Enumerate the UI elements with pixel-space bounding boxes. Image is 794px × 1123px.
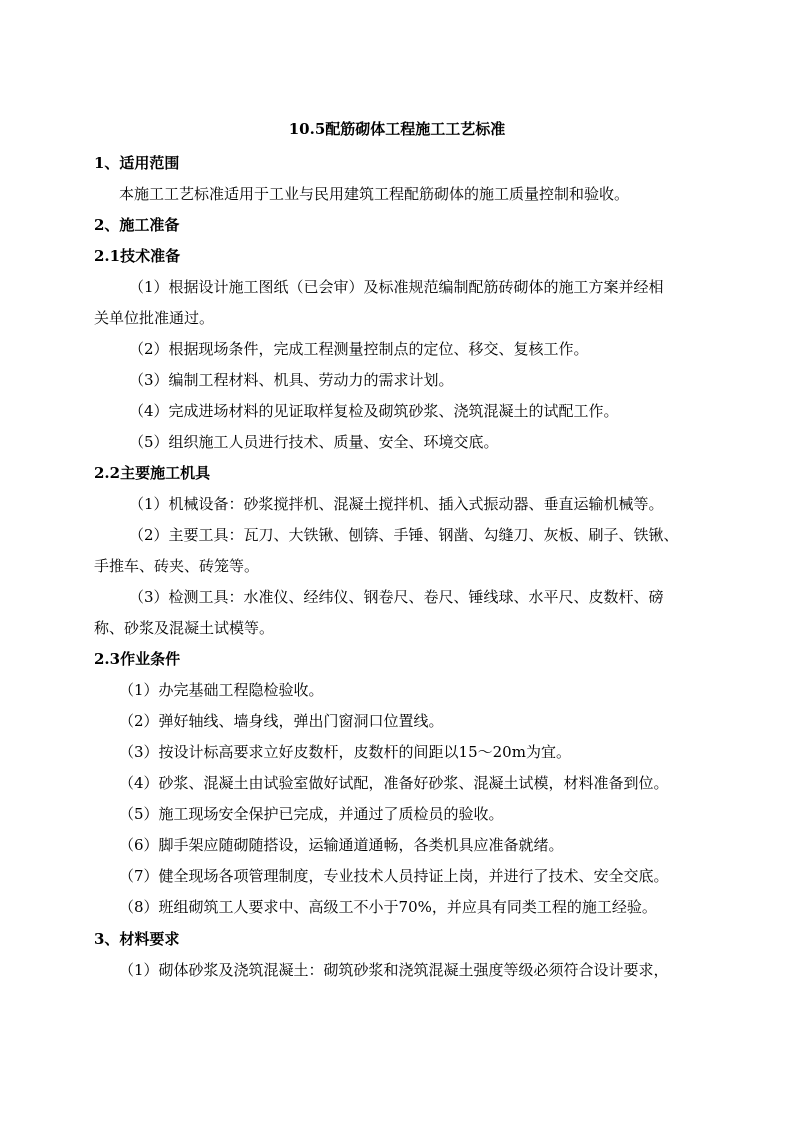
list-item: （2）弹好轴线、墙身线，弹出门窗洞口位置线。 (119, 712, 444, 730)
list-item: （3）检测工具：水准仪、经纬仪、钢卷尺、卷尺、锤线球、水平尺、皮数杆、磅 (129, 588, 664, 606)
list-item: （1）砌体砂浆及浇筑混凝土：砌筑砂浆和浇筑混凝土强度等级必须符合设计要求， (119, 961, 669, 979)
list-item: （3）按设计标高要求立好皮数杆，皮数杆的间距以15～20m为宜。 (119, 743, 571, 761)
section-heading: 2、施工准备 (94, 216, 180, 234)
list-item-continuation: 称、砂浆及混凝土试模等。 (94, 619, 275, 637)
list-item: （5）组织施工人员进行技术、质量、安全、环境交底。 (129, 433, 499, 451)
section-heading: 3、材料要求 (94, 930, 180, 948)
subsection-heading: 2.2主要施工机具 (94, 464, 211, 482)
subsection-heading: 2.1技术准备 (94, 247, 181, 265)
list-item: （1）根据设计施工图纸（已会审）及标准规范编制配筋砖砌体的施工方案并经相 (129, 278, 664, 296)
list-item: （8）班组砌筑工人要求中、高级工不小于70%，并应具有同类工程的施工经验。 (119, 898, 657, 916)
list-item: （5）施工现场安全保护已完成，并通过了质检员的验收。 (119, 805, 504, 823)
list-item: （1）办完基础工程隐检验收。 (119, 681, 324, 699)
list-item: （6）脚手架应随砌随搭设，运输通道通畅，各类机具应准备就绪。 (119, 836, 564, 854)
list-item: （2）根据现场条件，完成工程测量控制点的定位、移交、复核工作。 (129, 340, 589, 358)
section-heading: 1、适用范围 (94, 154, 180, 172)
body-paragraph: 本施工工艺标准适用于工业与民用建筑工程配筋砌体的施工质量控制和验收。 (119, 185, 630, 203)
document-title: 10.5配筋砌体工程施工工艺标准 (288, 120, 506, 138)
list-item: （1）机械设备：砂浆搅拌机、混凝土搅拌机、插入式振动器、垂直运输机械等。 (129, 495, 664, 513)
list-item-continuation: 关单位批准通过。 (94, 309, 215, 327)
list-item-continuation: 手推车、砖夹、砖笼等。 (94, 557, 260, 575)
list-item: （2）主要工具：瓦刀、大铁锹、刨锛、手锤、钢凿、勾缝刀、灰板、刷子、铁锹、 (129, 526, 679, 544)
list-item: （4）完成进场材料的见证取样复检及砌筑砂浆、浇筑混凝土的试配工作。 (129, 402, 619, 420)
subsection-heading: 2.3作业条件 (94, 650, 181, 668)
list-item: （4）砂浆、混凝土由试验室做好试配，准备好砂浆、混凝土试模，材料准备到位。 (119, 774, 669, 792)
list-item: （7）健全现场各项管理制度，专业技术人员持证上岗，并进行了技术、安全交底。 (119, 867, 669, 885)
list-item: （3）编制工程材料、机具、劳动力的需求计划。 (129, 371, 454, 389)
